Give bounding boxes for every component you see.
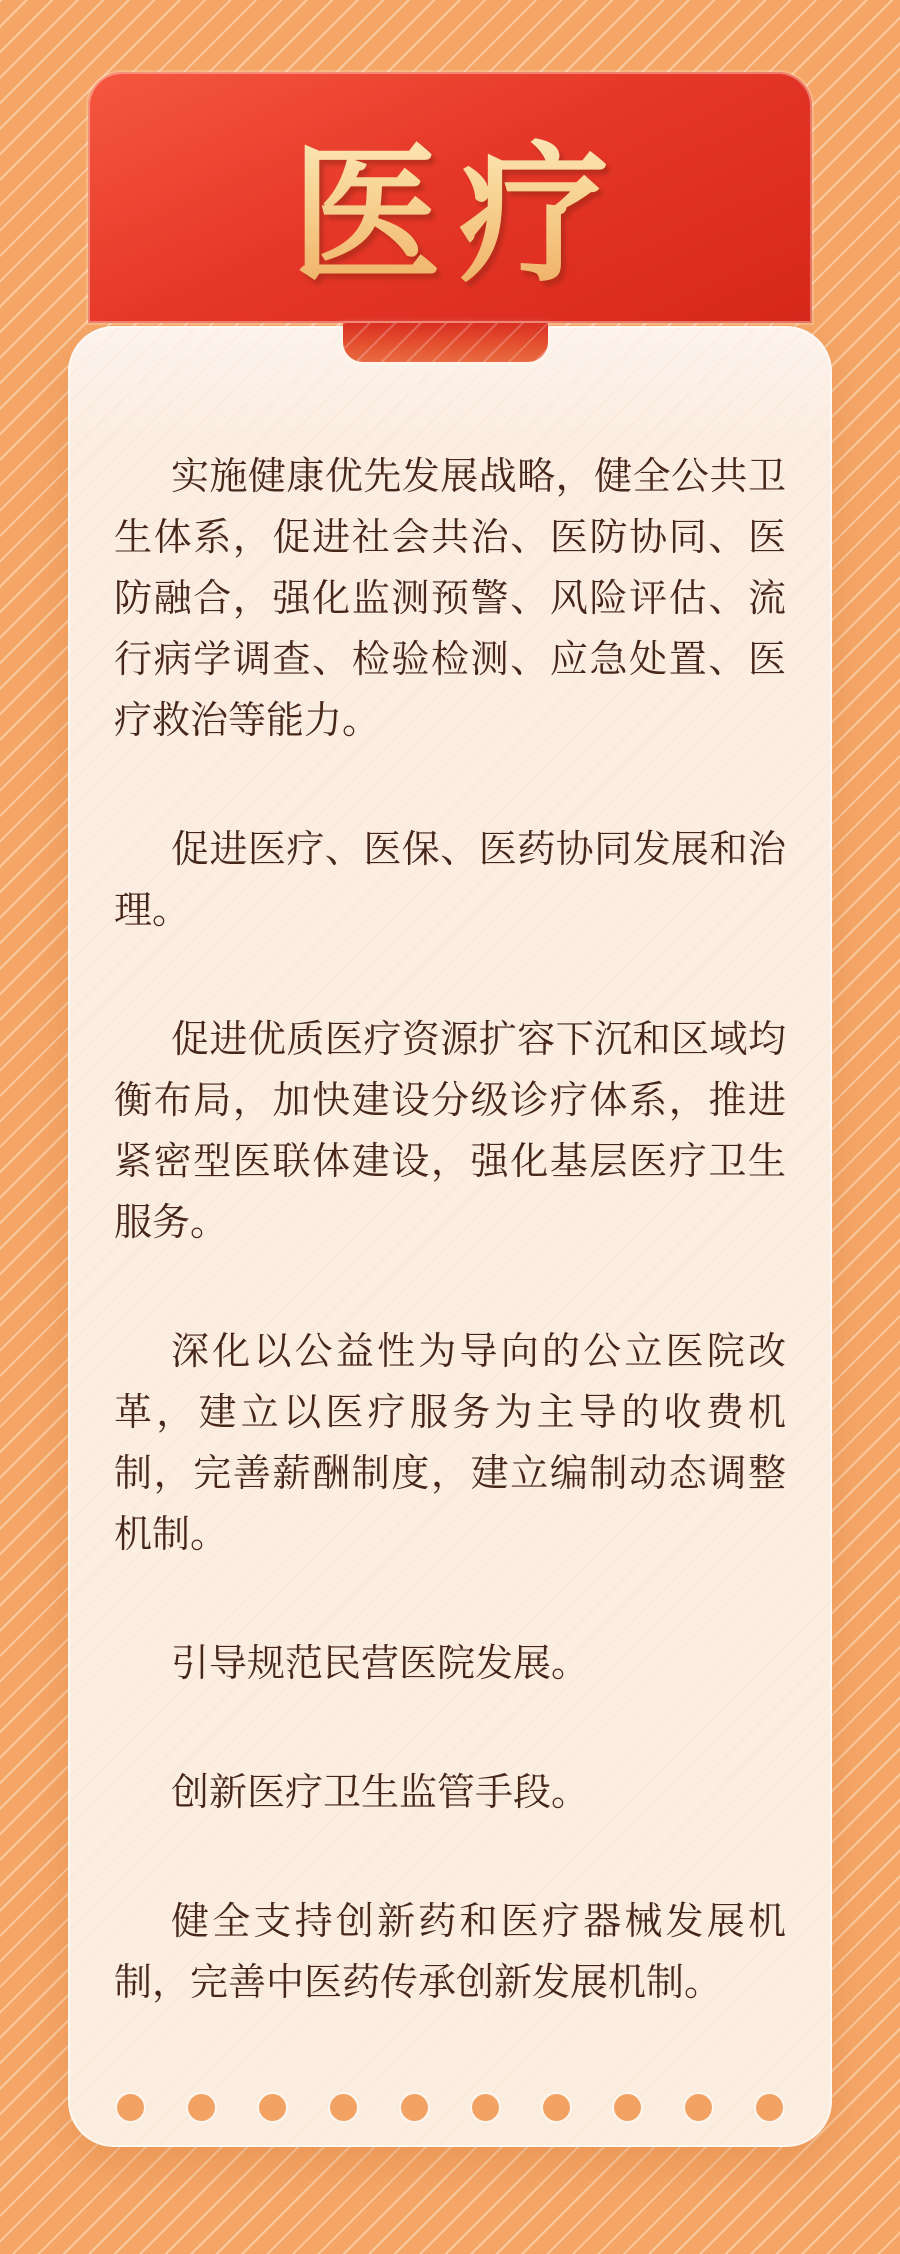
perforation-dots [68, 2094, 832, 2121]
dot-decoration [756, 2094, 783, 2121]
banner-tab-decoration [343, 323, 548, 362]
dot-decoration [543, 2094, 570, 2121]
header-banner [88, 72, 812, 323]
paragraph: 健全支持创新药和医疗器械发展机制，完善中医药传承创新发展机制。 [114, 1901, 786, 2004]
paragraph: 实施健康优先发展战略，健全公共卫生体系，促进社会共治、医防协同、医防融合，强化监测预警、风险评估、流行病学调查、检验检测、应急处置、医疗救治等能力。 [114, 456, 786, 742]
dot-decoration [472, 2094, 499, 2121]
dot-decoration [685, 2094, 712, 2121]
content-card [68, 326, 832, 2147]
paragraph: 创新医疗卫生监管手段。 [171, 1772, 590, 1814]
paragraph: 促进医疗、医保、医药协同发展和治理。 [114, 829, 786, 932]
dot-decoration [401, 2094, 428, 2121]
dot-decoration [188, 2094, 215, 2121]
paragraph: 引导规范民营医院发展。 [171, 1643, 590, 1685]
page-title: 医疗 [273, 104, 627, 292]
dot-decoration [614, 2094, 641, 2121]
paragraph-list [68, 326, 832, 2014]
dot-decoration [330, 2094, 357, 2121]
dot-decoration [259, 2094, 286, 2121]
paragraph: 促进优质医疗资源扩容下沉和区域均衡布局，加快建设分级诊疗体系，推进紧密型医联体建设，强化基层医疗卫生服务。 [114, 1019, 786, 1244]
dot-decoration [117, 2094, 144, 2121]
paragraph: 深化以公益性为导向的公立医院改革，建立以医疗服务为主导的收费机制，完善薪酬制度，建立编制动态调整机制。 [114, 1331, 786, 1556]
